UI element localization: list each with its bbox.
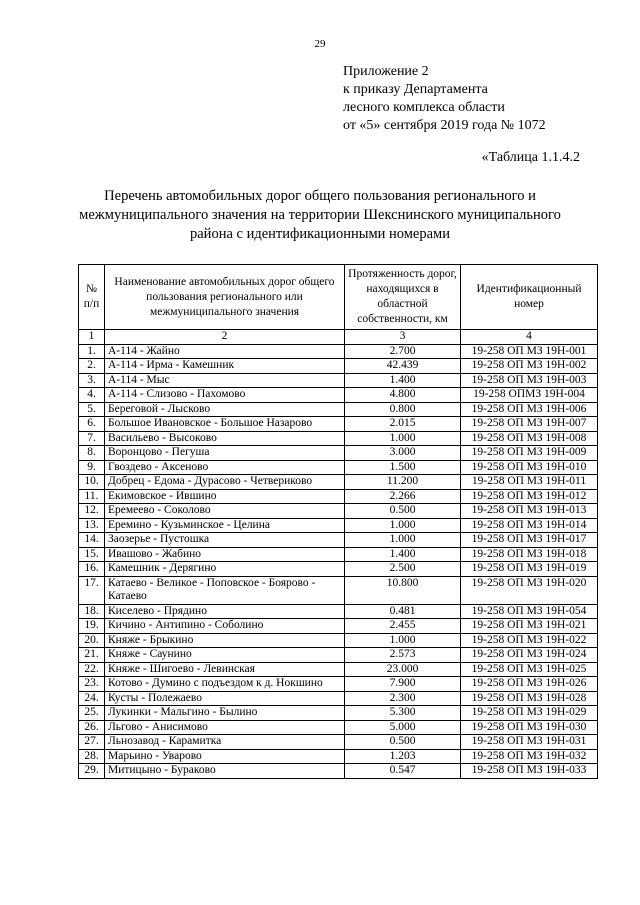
row-number: 24. xyxy=(79,691,105,706)
table-row xyxy=(79,691,598,706)
header-length: Протяженность дорог, находящихся в областной собственности, км xyxy=(345,265,461,330)
road-name: А-114 - Жайно xyxy=(105,344,345,359)
road-name: Княже - Шигоево - Левинская xyxy=(105,662,345,677)
road-identifier: 19-258 ОП МЗ 19Н-001 xyxy=(461,344,598,359)
row-number: 15. xyxy=(79,547,105,562)
road-identifier: 19-258 ОП МЗ 19Н-029 xyxy=(461,706,598,721)
row-number: 22. xyxy=(79,662,105,677)
road-identifier: 19-258 ОП МЗ 19Н-011 xyxy=(461,475,598,490)
road-name: Льнозавод - Карамитка xyxy=(105,735,345,750)
row-number: 27. xyxy=(79,735,105,750)
row-number: 2. xyxy=(79,359,105,374)
road-length: 2.300 xyxy=(345,691,461,706)
road-length: 0.500 xyxy=(345,504,461,519)
appendix-line-1: Приложение 2 xyxy=(343,64,429,79)
road-name: Воронцово - Пегуша xyxy=(105,446,345,461)
road-identifier: 19-258 ОП МЗ 19Н-007 xyxy=(461,417,598,432)
document-title xyxy=(60,187,580,244)
road-identifier: 19-258 ОП МЗ 19Н-033 xyxy=(461,764,598,779)
road-length: 2.266 xyxy=(345,489,461,504)
row-number: 9. xyxy=(79,460,105,475)
row-number: 26. xyxy=(79,720,105,735)
road-identifier: 19-258 ОП МЗ 19Н-028 xyxy=(461,691,598,706)
road-length: 5.000 xyxy=(345,720,461,735)
road-name: Еремино - Кузьминское - Целина xyxy=(105,518,345,533)
road-length: 2.573 xyxy=(345,648,461,663)
road-identifier: 19-258 ОП МЗ 19Н-022 xyxy=(461,633,598,648)
row-number: 14. xyxy=(79,533,105,548)
road-identifier: 19-258 ОП МЗ 19Н-018 xyxy=(461,547,598,562)
table-row xyxy=(79,648,598,663)
road-name: Добрец - Едома - Дурасово - Четвериково xyxy=(105,475,345,490)
road-name: Митицыно - Бураково xyxy=(105,764,345,779)
road-length: 4.800 xyxy=(345,388,461,403)
row-number: 7. xyxy=(79,431,105,446)
road-identifier: 19-258 ОП МЗ 19Н-019 xyxy=(461,562,598,577)
road-name: Кичино - Антипино - Соболино xyxy=(105,619,345,634)
row-number: 20. xyxy=(79,633,105,648)
header-number: № п/п xyxy=(79,265,105,330)
column-index: 1 xyxy=(79,330,105,345)
row-number: 10. xyxy=(79,475,105,490)
title-line-3: района с идентификационными номерами xyxy=(190,226,450,242)
row-number: 4. xyxy=(79,388,105,403)
row-number: 12. xyxy=(79,504,105,519)
table-body xyxy=(79,330,598,779)
road-length: 0.547 xyxy=(345,764,461,779)
road-identifier: 19-258 ОП МЗ 19Н-010 xyxy=(461,460,598,475)
row-number: 5. xyxy=(79,402,105,417)
road-length: 1.500 xyxy=(345,460,461,475)
road-identifier: 19-258 ОП МЗ 19Н-017 xyxy=(461,533,598,548)
road-name: Береговой - Лысково xyxy=(105,402,345,417)
table-row xyxy=(79,720,598,735)
table-row xyxy=(79,764,598,779)
road-name: Кусты - Полежаево xyxy=(105,691,345,706)
road-identifier: 19-258 ОП МЗ 19Н-030 xyxy=(461,720,598,735)
column-index-row xyxy=(79,330,598,345)
table-row xyxy=(79,706,598,721)
road-identifier: 19-258 ОП МЗ 19Н-002 xyxy=(461,359,598,374)
road-identifier: 19-258 ОП МЗ 19Н-008 xyxy=(461,431,598,446)
table-row xyxy=(79,518,598,533)
road-identifier: 19-258 ОПМЗ 19Н-004 xyxy=(461,388,598,403)
table-row xyxy=(79,677,598,692)
road-name: А-114 - Мыс xyxy=(105,373,345,388)
road-length: 2.015 xyxy=(345,417,461,432)
road-name: Екимовское - Ившино xyxy=(105,489,345,504)
table-row xyxy=(79,633,598,648)
table-row xyxy=(79,388,598,403)
title-line-1: Перечень автомобильных дорог общего пользования регионального и xyxy=(104,188,536,204)
road-length: 1.000 xyxy=(345,431,461,446)
road-name: Ивашово - Жабино xyxy=(105,547,345,562)
road-name: Еремеево - Соколово xyxy=(105,504,345,519)
row-number: 6. xyxy=(79,417,105,432)
road-length: 1.000 xyxy=(345,633,461,648)
road-name: Лукинки - Мальгино - Былино xyxy=(105,706,345,721)
row-number: 1. xyxy=(79,344,105,359)
road-name: Княже - Брыкино xyxy=(105,633,345,648)
road-length: 1.000 xyxy=(345,533,461,548)
road-name: Камешник - Дерягино xyxy=(105,562,345,577)
road-name: Васильево - Высоково xyxy=(105,431,345,446)
table-row xyxy=(79,749,598,764)
header-road-name: Наименование автомобильных дорог общего пользования регионального или межмуниципального значения xyxy=(105,265,345,330)
road-identifier: 19-258 ОП МЗ 19Н-026 xyxy=(461,677,598,692)
road-length: 1.000 xyxy=(345,518,461,533)
road-name: Гвоздево - Аксеново xyxy=(105,460,345,475)
road-identifier: 19-258 ОП МЗ 19Н-006 xyxy=(461,402,598,417)
road-length: 2.500 xyxy=(345,562,461,577)
row-number: 29. xyxy=(79,764,105,779)
row-number: 19. xyxy=(79,619,105,634)
road-length: 2.700 xyxy=(345,344,461,359)
road-length: 3.000 xyxy=(345,446,461,461)
roads-table xyxy=(78,264,598,779)
title-line-2: межмуниципального значения на территории Шекснинского муниципального xyxy=(79,207,561,223)
road-identifier: 19-258 ОП МЗ 19Н-013 xyxy=(461,504,598,519)
road-identifier: 19-258 ОП МЗ 19Н-054 xyxy=(461,604,598,619)
appendix-block xyxy=(343,63,546,135)
row-number: 3. xyxy=(79,373,105,388)
road-length: 1.400 xyxy=(345,547,461,562)
road-length: 0.800 xyxy=(345,402,461,417)
table-row xyxy=(79,576,598,604)
row-number: 11. xyxy=(79,489,105,504)
row-number: 23. xyxy=(79,677,105,692)
row-number: 21. xyxy=(79,648,105,663)
row-number: 13. xyxy=(79,518,105,533)
road-identifier: 19-258 ОП МЗ 19Н-012 xyxy=(461,489,598,504)
table-row xyxy=(79,446,598,461)
road-length: 1.203 xyxy=(345,749,461,764)
road-name: Катаево - Великое - Поповское - Боярово - Катаево xyxy=(105,576,345,604)
road-identifier: 19-258 ОП МЗ 19Н-021 xyxy=(461,619,598,634)
road-length: 1.400 xyxy=(345,373,461,388)
road-length: 23.000 xyxy=(345,662,461,677)
row-number: 28. xyxy=(79,749,105,764)
road-identifier: 19-258 ОП МЗ 19Н-014 xyxy=(461,518,598,533)
road-name: Льгово - Анисимово xyxy=(105,720,345,735)
road-name: Котово - Думино с подъездом к д. Нокшино xyxy=(105,677,345,692)
road-identifier: 19-258 ОП МЗ 19Н-009 xyxy=(461,446,598,461)
road-identifier: 19-258 ОП МЗ 19Н-020 xyxy=(461,576,598,604)
table-row xyxy=(79,373,598,388)
table-row xyxy=(79,344,598,359)
table-row xyxy=(79,547,598,562)
table-row xyxy=(79,504,598,519)
table-row xyxy=(79,489,598,504)
table-row xyxy=(79,662,598,677)
table-row xyxy=(79,431,598,446)
road-name: Заозерье - Пустошка xyxy=(105,533,345,548)
table-row xyxy=(79,460,598,475)
table-row xyxy=(79,619,598,634)
road-name: Большое Ивановское - Большое Назарово xyxy=(105,417,345,432)
row-number: 18. xyxy=(79,604,105,619)
road-identifier: 19-258 ОП МЗ 19Н-031 xyxy=(461,735,598,750)
road-identifier: 19-258 ОП МЗ 19Н-024 xyxy=(461,648,598,663)
table-label: «Таблица 1.1.4.2 xyxy=(481,150,580,165)
road-name: Киселево - Прядино xyxy=(105,604,345,619)
table-row xyxy=(79,604,598,619)
row-number: 16. xyxy=(79,562,105,577)
road-length: 11.200 xyxy=(345,475,461,490)
table-row xyxy=(79,533,598,548)
column-index: 4 xyxy=(461,330,598,345)
road-length: 10.800 xyxy=(345,576,461,604)
road-name: Княже - Саунино xyxy=(105,648,345,663)
road-identifier: 19-258 ОП МЗ 19Н-025 xyxy=(461,662,598,677)
road-identifier: 19-258 ОП МЗ 19Н-003 xyxy=(461,373,598,388)
road-name: А-114 - Ирма - Камешник xyxy=(105,359,345,374)
road-length: 0.481 xyxy=(345,604,461,619)
row-number: 17. xyxy=(79,576,105,604)
road-name: Марьино - Уварово xyxy=(105,749,345,764)
appendix-line-3: лесного комплекса области xyxy=(343,100,505,115)
table-row xyxy=(79,402,598,417)
table-row xyxy=(79,735,598,750)
table-row xyxy=(79,562,598,577)
road-length: 2.455 xyxy=(345,619,461,634)
row-number: 25. xyxy=(79,706,105,721)
table-row xyxy=(79,417,598,432)
row-number: 8. xyxy=(79,446,105,461)
column-index: 3 xyxy=(345,330,461,345)
appendix-line-2: к приказу Департамента xyxy=(343,82,488,97)
table-row xyxy=(79,475,598,490)
road-name: А-114 - Слизово - Пахомово xyxy=(105,388,345,403)
appendix-line-4: от «5» сентября 2019 года № 1072 xyxy=(343,118,546,133)
road-length: 42.439 xyxy=(345,359,461,374)
page-number: 29 xyxy=(314,38,326,50)
road-length: 5.300 xyxy=(345,706,461,721)
table-row xyxy=(79,359,598,374)
column-index: 2 xyxy=(105,330,345,345)
road-identifier: 19-258 ОП МЗ 19Н-032 xyxy=(461,749,598,764)
road-length: 7.900 xyxy=(345,677,461,692)
table-header-row xyxy=(79,265,598,330)
road-length: 0.500 xyxy=(345,735,461,750)
header-identifier: Идентификационный номер xyxy=(461,265,598,330)
